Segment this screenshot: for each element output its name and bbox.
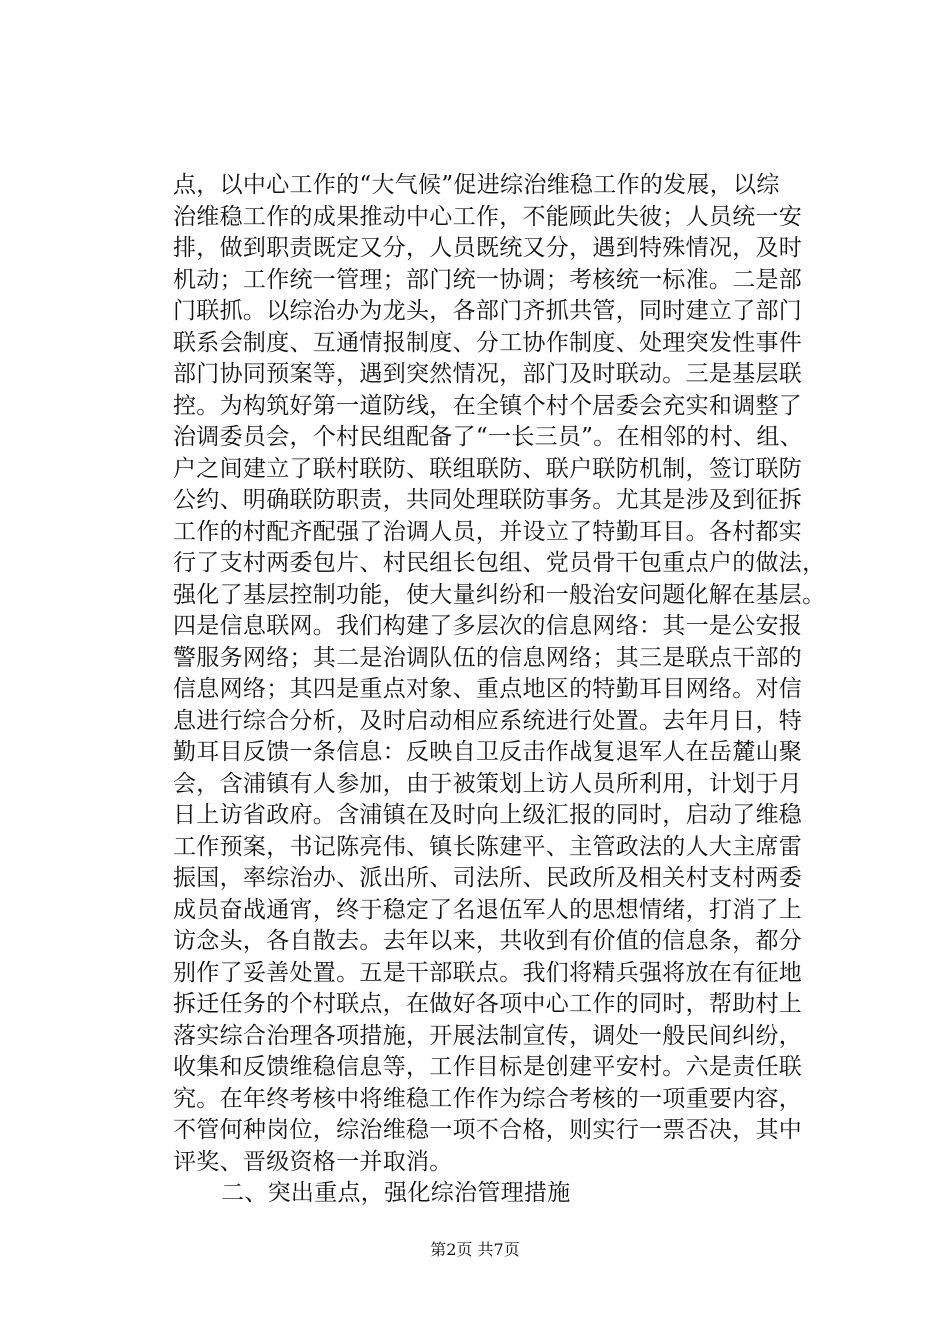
text-line: 日上访省政府。含浦镇在及时向上级汇报的同时，启动了维稳 bbox=[173, 802, 803, 828]
text-line: 评奖、晋级资格一并取消。 bbox=[173, 1148, 453, 1175]
text-line: 究。在年终考核中将维稳工作作为综合考核的一项重要内容， bbox=[173, 1085, 803, 1112]
text-line: 息进行综合分析，及时启动相应系统进行处置。去年月日，特 bbox=[173, 707, 803, 734]
text-line: 排，做到职责既定又分，人员既统又分，遇到特殊情况，及时 bbox=[173, 235, 803, 261]
page-footer: 第2页 共7页 bbox=[430, 1240, 520, 1259]
text-line: 控。为构筑好第一道防线，在全镇个村个居委会充实和调整了 bbox=[173, 392, 803, 419]
text-line: 点，以中心工作的“大气候”促进综治维稳工作的发展，以综 bbox=[173, 172, 780, 198]
text-line: 拆迁任务的个村联点，在做好各项中心工作的同时，帮助村上 bbox=[173, 991, 803, 1017]
text-line: 联系会制度、互通情报制度、分工协作制度、处理突发性事件 bbox=[173, 329, 803, 356]
text-line: 落实综合治理各项措施，开展法制宣传，调处一般民间纠纷， bbox=[173, 1022, 803, 1049]
text-line: 四是信息联网。我们构建了多层次的信息网络：其一是公安报 bbox=[173, 613, 803, 639]
text-line: 部门协同预案等，遇到突然情况，部门及时联动。三是基层联 bbox=[173, 361, 803, 387]
text-line: 不管何种岗位，综治维稳一项不合格，则实行一票否决，其中 bbox=[173, 1117, 803, 1143]
text-line: 振国，率综治办、派出所、司法所、民政所及相关村支村两委 bbox=[173, 865, 803, 891]
text-line: 机动；工作统一管理；部门统一协调；考核统一标准。二是部 bbox=[173, 266, 803, 293]
text-line: 访念头，各自散去。去年以来，共收到有价值的信息条，都分 bbox=[173, 928, 803, 954]
text-line: 警服务网络；其二是治调队伍的信息网络；其三是联点干部的 bbox=[173, 644, 803, 671]
text-line: 工作预案，书记陈亮伟、镇长陈建平、主管政法的人大主席雷 bbox=[173, 833, 803, 860]
text-line: 成员奋战通宵，终于稳定了名退伍军人的思想情绪，打消了上 bbox=[173, 896, 803, 923]
text-line: 行了支村两委包片、村民组长包组、党员骨干包重点户的做法， bbox=[173, 550, 826, 576]
text-line: 会，含浦镇有人参加，由于被策划上访人员所利用，计划于月 bbox=[173, 770, 803, 797]
text-line: 强化了基层控制功能，使大量纠纷和一般治安问题化解在基层。 bbox=[173, 581, 826, 608]
text-line: 信息网络；其四是重点对象、重点地区的特勤耳目网络。对信 bbox=[173, 676, 803, 702]
text-line: 户之间建立了联村联防、联组联防、联户联防机制，签订联防 bbox=[173, 455, 803, 482]
text-line: 勤耳目反馈一条信息：反映自卫反击作战复退军人在岳麓山聚 bbox=[173, 739, 803, 765]
text-line: 别作了妥善处置。五是干部联点。我们将精兵强将放在有征地 bbox=[173, 959, 803, 986]
text-line: 工作的村配齐配强了治调人员，并设立了特勤耳目。各村都实 bbox=[173, 518, 803, 545]
text-line: 治维稳工作的成果推动中心工作，不能顾此失彼；人员统一安 bbox=[173, 203, 803, 230]
text-line: 公约、明确联防职责，共同处理联防事务。尤其是涉及到征拆 bbox=[173, 487, 803, 513]
text-line: 门联抓。以综治办为龙头，各部门齐抓共管，同时建立了部门 bbox=[173, 298, 803, 324]
text-line: 收集和反馈维稳信息等，工作目标是创建平安村。六是责任联 bbox=[173, 1054, 803, 1080]
section-heading: 二、突出重点，强化综治管理措施 bbox=[221, 1180, 571, 1206]
text-line: 治调委员会，个村民组配备了“一长三员”。在相邻的村、组、 bbox=[173, 424, 803, 450]
body-text bbox=[173, 170, 863, 1210]
